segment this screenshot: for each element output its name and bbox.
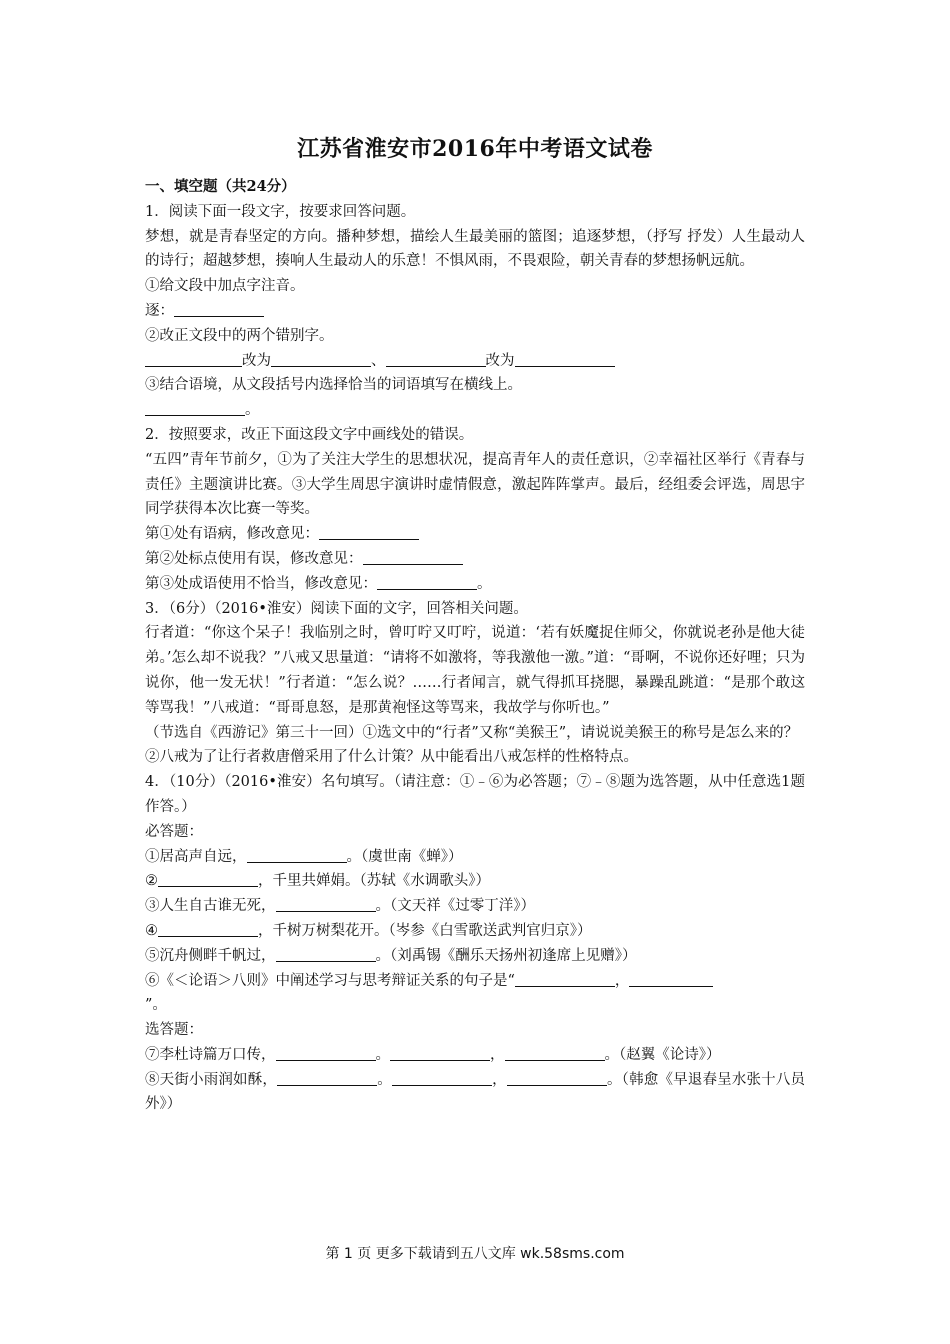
answer-blank[interactable] — [277, 1070, 377, 1086]
item-text: ①居高声自远， — [145, 848, 247, 865]
q4-optional-label: 选答题： — [145, 1022, 203, 1039]
item-text: 。（虞世南《蝉》） — [346, 848, 463, 865]
separator: 、 — [371, 352, 386, 369]
answer-blank[interactable] — [515, 971, 615, 987]
answer-blank[interactable] — [629, 971, 713, 987]
q1-sub1: ①给文段中加点字注音。 — [145, 278, 305, 295]
q3-sub1: （节选自《西游记》第三十一回）①选文中的“行者”又称“美猴王”，请说说美猴王的称号是怎么来的？ — [145, 724, 799, 741]
answer-blank[interactable] — [363, 549, 463, 565]
exam-content — [145, 175, 805, 1117]
q2-answer-3 — [145, 572, 805, 597]
q2-stem: 2．按照要求，改正下面这段文字中画线处的错误。 — [145, 426, 474, 443]
q4-item-3 — [145, 894, 805, 919]
q1-sub1-answer — [145, 299, 805, 324]
answer-blank[interactable] — [145, 351, 242, 367]
answer-blank[interactable] — [276, 1045, 376, 1061]
page-title: 江苏省淮安市2016年中考语文试卷 — [297, 136, 653, 162]
q3-stem: 3．（6分）（2016•淮安）阅读下面的文字，回答相关问题。 — [145, 600, 528, 617]
q4-item-1 — [145, 845, 805, 870]
q2-answer-1 — [145, 522, 805, 547]
item-text: 。（文天祥《过零丁洋》） — [375, 898, 535, 915]
period: 。 — [245, 402, 260, 419]
q1-stem: 1．阅读下面一段文字，按要求回答问题。 — [145, 203, 416, 220]
page-footer: 第 1 页 更多下载请到五八文库 wk.58sms.com — [325, 1246, 625, 1262]
item-text: ④ — [145, 922, 158, 939]
period: 。 — [477, 575, 492, 592]
q4-item-7 — [145, 1043, 805, 1068]
item-text: 。（刘禹锡《酬乐天扬州初逢席上见赠》） — [375, 947, 637, 964]
item-text: ⑥《＜论语＞八则》中阐述学习与思考辩证关系的句子是“ — [145, 972, 515, 989]
answer-blank[interactable] — [390, 1045, 490, 1061]
item-text: ⑤沉舟侧畔千帆过， — [145, 947, 276, 964]
q1-passage: 梦想，就是青春坚定的方向。播种梦想，描绘人生最美丽的篮图；追逐梦想，（抒写 抒发）人生最动人的诗行；超越梦想，揍响人生最动人的乐意！不惧风雨，不畏艰险，朝关青春的梦想扬帆远航。 — [145, 228, 805, 270]
answer-blank[interactable] — [158, 921, 258, 937]
answer-blank[interactable] — [515, 351, 615, 367]
change-to-text: 改为 — [485, 352, 515, 369]
answer-blank[interactable] — [507, 1070, 607, 1086]
item-text: ，千树万树梨花开。（岑参《白雪歌送武判官归京》） — [258, 922, 592, 939]
q1-sub1-label: 逐： — [145, 302, 174, 319]
item-text: 。（韩愈《早退春呈水张十八员外》） — [145, 1071, 806, 1113]
item-text: ， — [491, 1071, 507, 1088]
q2-answer-label: 第②处标点使用有误，修改意见： — [145, 550, 363, 567]
item-text: 。 — [375, 1046, 390, 1063]
q1-sub3-answer — [145, 398, 805, 423]
item-text: ⑧天街小雨润如酥， — [145, 1071, 278, 1088]
q4-stem: 4．（10分）（2016•淮安）名句填写。（请注意：①﹣⑥为必答题；⑦﹣⑧题为选答题，从中任意选1题作答。） — [145, 774, 805, 815]
answer-blank[interactable] — [276, 896, 376, 912]
answer-blank[interactable] — [386, 351, 486, 367]
q4-item-8 — [145, 1068, 805, 1118]
q4-item-4 — [145, 919, 805, 944]
item-text: ，千里共婵娟。（苏轼《水调歌头》） — [258, 873, 490, 890]
q4-item-5 — [145, 944, 805, 969]
answer-blank[interactable] — [505, 1045, 605, 1061]
answer-blank[interactable] — [247, 847, 347, 863]
q1-sub2-answer — [145, 349, 805, 374]
item-text: ， — [614, 972, 630, 989]
item-text: 。 — [377, 1071, 392, 1088]
section-heading: 一、填空题（共24分） — [145, 178, 296, 195]
q3-sub2: ②八戒为了让行者救唐僧采用了什么计策？从中能看出八戒怎样的性格特点。 — [145, 749, 638, 766]
q2-answer-label: 第①处有语病，修改意见： — [145, 526, 319, 543]
answer-blank[interactable] — [174, 301, 264, 317]
q2-answer-2 — [145, 547, 805, 572]
q2-passage: “五四”青年节前夕，①为了关注大学生的思想状况，提高青年人的责任意识，②幸福社区举行《青春与责任》主题演讲比赛。③大学生周思宇演讲时虚情假意，激起阵阵掌声。最后，经组委会评选，周思宇同学获得本次比赛一等奖。 — [145, 451, 805, 518]
q2-answer-label: 第③处成语使用不恰当，修改意见： — [145, 575, 377, 592]
q3-passage: 行者道：“你这个呆子！我临别之时，曾叮咛又叮咛，说道：‘若有妖魔捉住师父，你就说老孙是他大徒弟。’怎么却不说我？”八戒又思量道：“请将不如激将，等我激他一激。”道：“哥啊，不说你还好哩；只为说你，他一发无状！”行者道：“怎么说？……行者闻言，就气得抓耳挠腮，暴躁乱跳道：“是那个敢这等骂我！”八戒道：“哥哥息怒，是那黄袍怪这等骂来，我故学与你听也。” — [145, 625, 805, 716]
item-text: ② — [145, 873, 158, 890]
item-text: ⑦李杜诗篇万口传， — [145, 1046, 276, 1063]
item-text: ， — [490, 1046, 505, 1063]
q1-sub2: ②改正文段中的两个错别字。 — [145, 327, 334, 344]
item-text: ③人生自古谁无死， — [145, 898, 276, 915]
q4-required-label: 必答题： — [145, 823, 203, 840]
q4-item-2 — [145, 869, 805, 894]
item-text: 。（赵翼《论诗》） — [604, 1046, 721, 1063]
answer-blank[interactable] — [319, 524, 419, 540]
q4-item-6-end: ”。 — [145, 997, 167, 1014]
answer-blank[interactable] — [271, 351, 371, 367]
q1-sub3: ③结合语境，从文段括号内选择恰当的词语填写在横线上。 — [145, 377, 522, 394]
answer-blank[interactable] — [145, 400, 245, 416]
answer-blank[interactable] — [392, 1070, 492, 1086]
answer-blank[interactable] — [276, 946, 376, 962]
answer-blank[interactable] — [377, 574, 477, 590]
answer-blank[interactable] — [158, 871, 258, 887]
q4-item-6 — [145, 969, 805, 994]
change-to-text: 改为 — [242, 352, 271, 369]
